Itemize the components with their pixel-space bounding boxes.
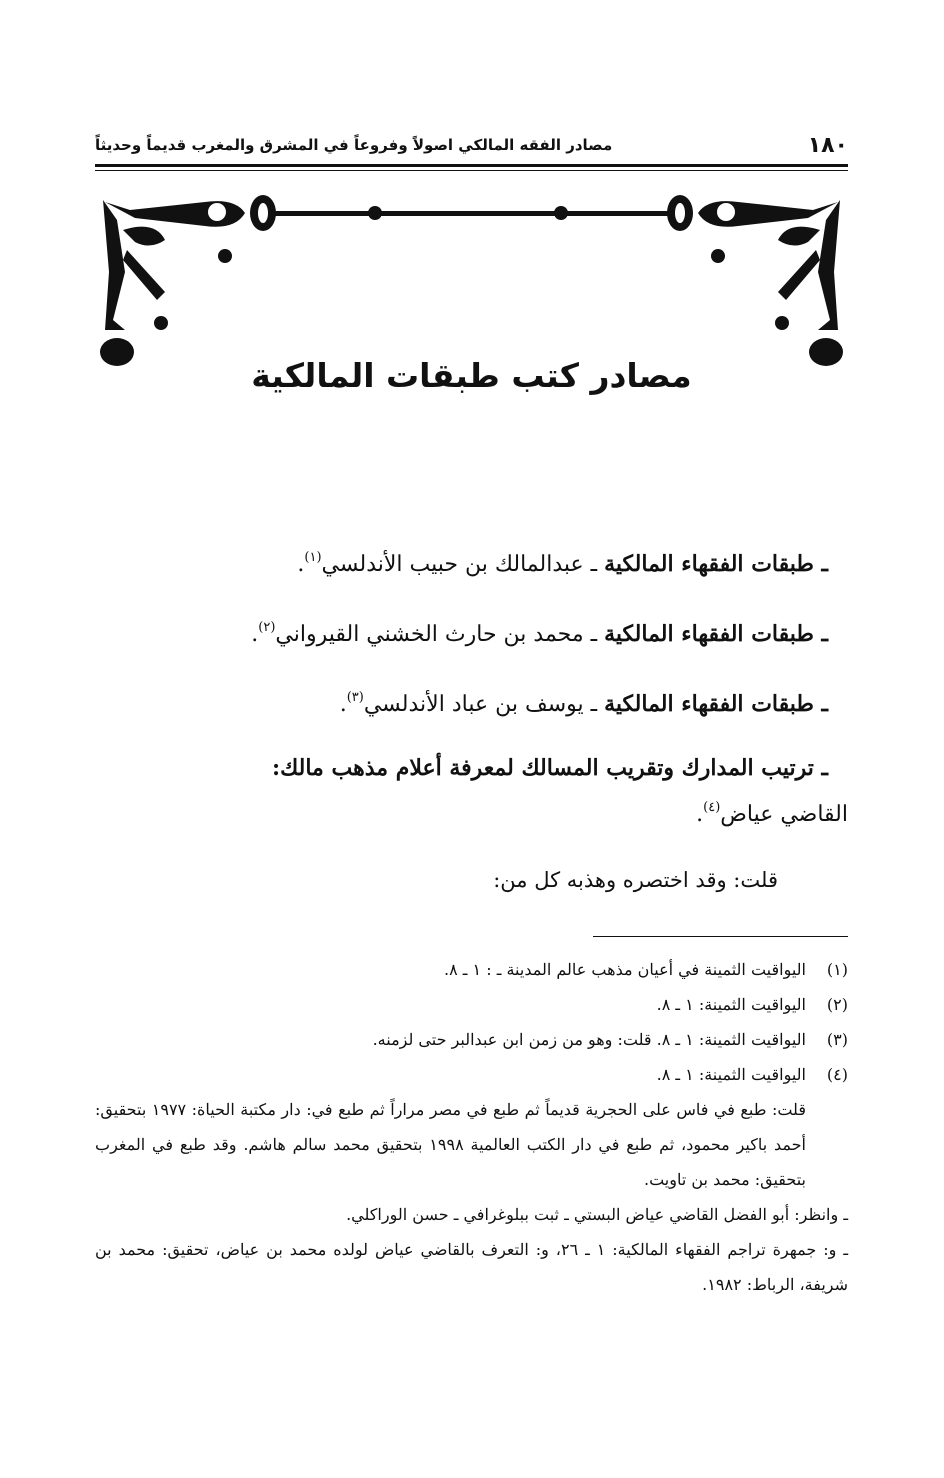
footnote — [95, 1057, 848, 1092]
book-title: ـ ترتيب المدارك وتقريب المسالك لمعرفة أعلام مذهب مالك: — [271, 755, 828, 781]
punctuation: . — [696, 802, 704, 827]
footnote-text: اليواقيت الثمينة في أعيان مذهب عالم المدينة ـ : ١ ـ ٨. — [444, 960, 806, 979]
footnote-text: اليواقيت الثمينة: ١ ـ ٨. — [656, 1065, 806, 1084]
page-number: ١٨٠ — [807, 132, 848, 158]
footnote-continuation: قلت: طبع في فاس على الحجرية قديماً ثم طبع في مصر مراراً ثم طبع في: دار مكتبة الحياة: ١٩٧٧ بتحقيق: أحمد باكير محمود، ثم طبع في دار الكتب العالمية ١٩٩٨ بتحقيق محمد سالم هاشم. وقد طبع في المغرب بتحقيق: محمد بن تاويت. — [95, 1100, 806, 1189]
book-author: ـ يوسف بن عباد الأندلسي — [363, 692, 605, 717]
footnote-ref: (١) — [304, 550, 322, 565]
punctuation: . — [251, 622, 259, 647]
header-rule-thin — [95, 170, 848, 171]
footnote-ref: (٤) — [703, 800, 721, 815]
chapter-title: مصادر كتب طبقات المالكية — [251, 356, 692, 395]
decorative-ornament — [95, 180, 848, 380]
list-item — [95, 678, 848, 725]
note-paragraph — [95, 868, 848, 892]
footnote-continuation: ـ وانظر: أبو الفضل القاضي عياض البستي ـ ثبت ببلوغرافي ـ حسن الوراكلي. — [346, 1205, 848, 1224]
punctuation: . — [297, 552, 305, 577]
footnote-text: اليواقيت الثمينة: ١ ـ ٨. — [656, 995, 806, 1014]
list-item — [95, 748, 848, 835]
book-author: القاضي عياض — [720, 802, 848, 827]
footnote-number: (٢) — [826, 995, 848, 1014]
header-rule-thick — [95, 164, 848, 167]
book-author: ـ محمد بن حارث الخشني القيرواني — [275, 622, 605, 647]
footnotes — [95, 952, 848, 1302]
book-author: ـ عبدالمالك بن حبيب الأندلسي — [321, 552, 605, 577]
footnote-continuation: ـ و: جمهرة تراجم الفقهاء المالكية: ١ ـ ٢٦، و: التعرف بالقاضي عياض لولده محمد بن عياض، تحقيق: محمد بن شريفة، الرباط: ١٩٨٢. — [95, 1240, 849, 1294]
footnote-number: (٣) — [826, 1030, 848, 1049]
footnote — [95, 987, 848, 1022]
footnote — [95, 1022, 848, 1057]
footnote-text: اليواقيت الثمينة: ١ ـ ٨. قلت: وهو من زمن ابن عبدالبر حتى لزمنه. — [372, 1030, 806, 1049]
footnote-ref: (٣) — [346, 690, 364, 705]
source-list — [95, 538, 848, 858]
footnote-number: (١) — [826, 960, 848, 979]
list-item — [95, 538, 848, 585]
book-title: ـ طبقات الفقهاء المالكية — [604, 691, 828, 717]
footnote — [95, 952, 848, 987]
footnote-ref: (٢) — [258, 620, 276, 635]
book-title: ـ طبقات الفقهاء المالكية — [604, 551, 828, 577]
note-text: قلت: وقد اختصره وهذبه كل من: — [493, 868, 778, 892]
footnote-separator — [593, 936, 848, 937]
footnote-number: (٤) — [826, 1065, 848, 1084]
running-title: مصادر الفقه المالكي اصولاً وفروعاً في المشرق والمغرب قديماً وحديثاً — [95, 136, 613, 154]
page-header — [95, 128, 848, 162]
punctuation: . — [339, 692, 347, 717]
book-title: ـ طبقات الفقهاء المالكية — [604, 621, 828, 647]
list-item — [95, 608, 848, 655]
